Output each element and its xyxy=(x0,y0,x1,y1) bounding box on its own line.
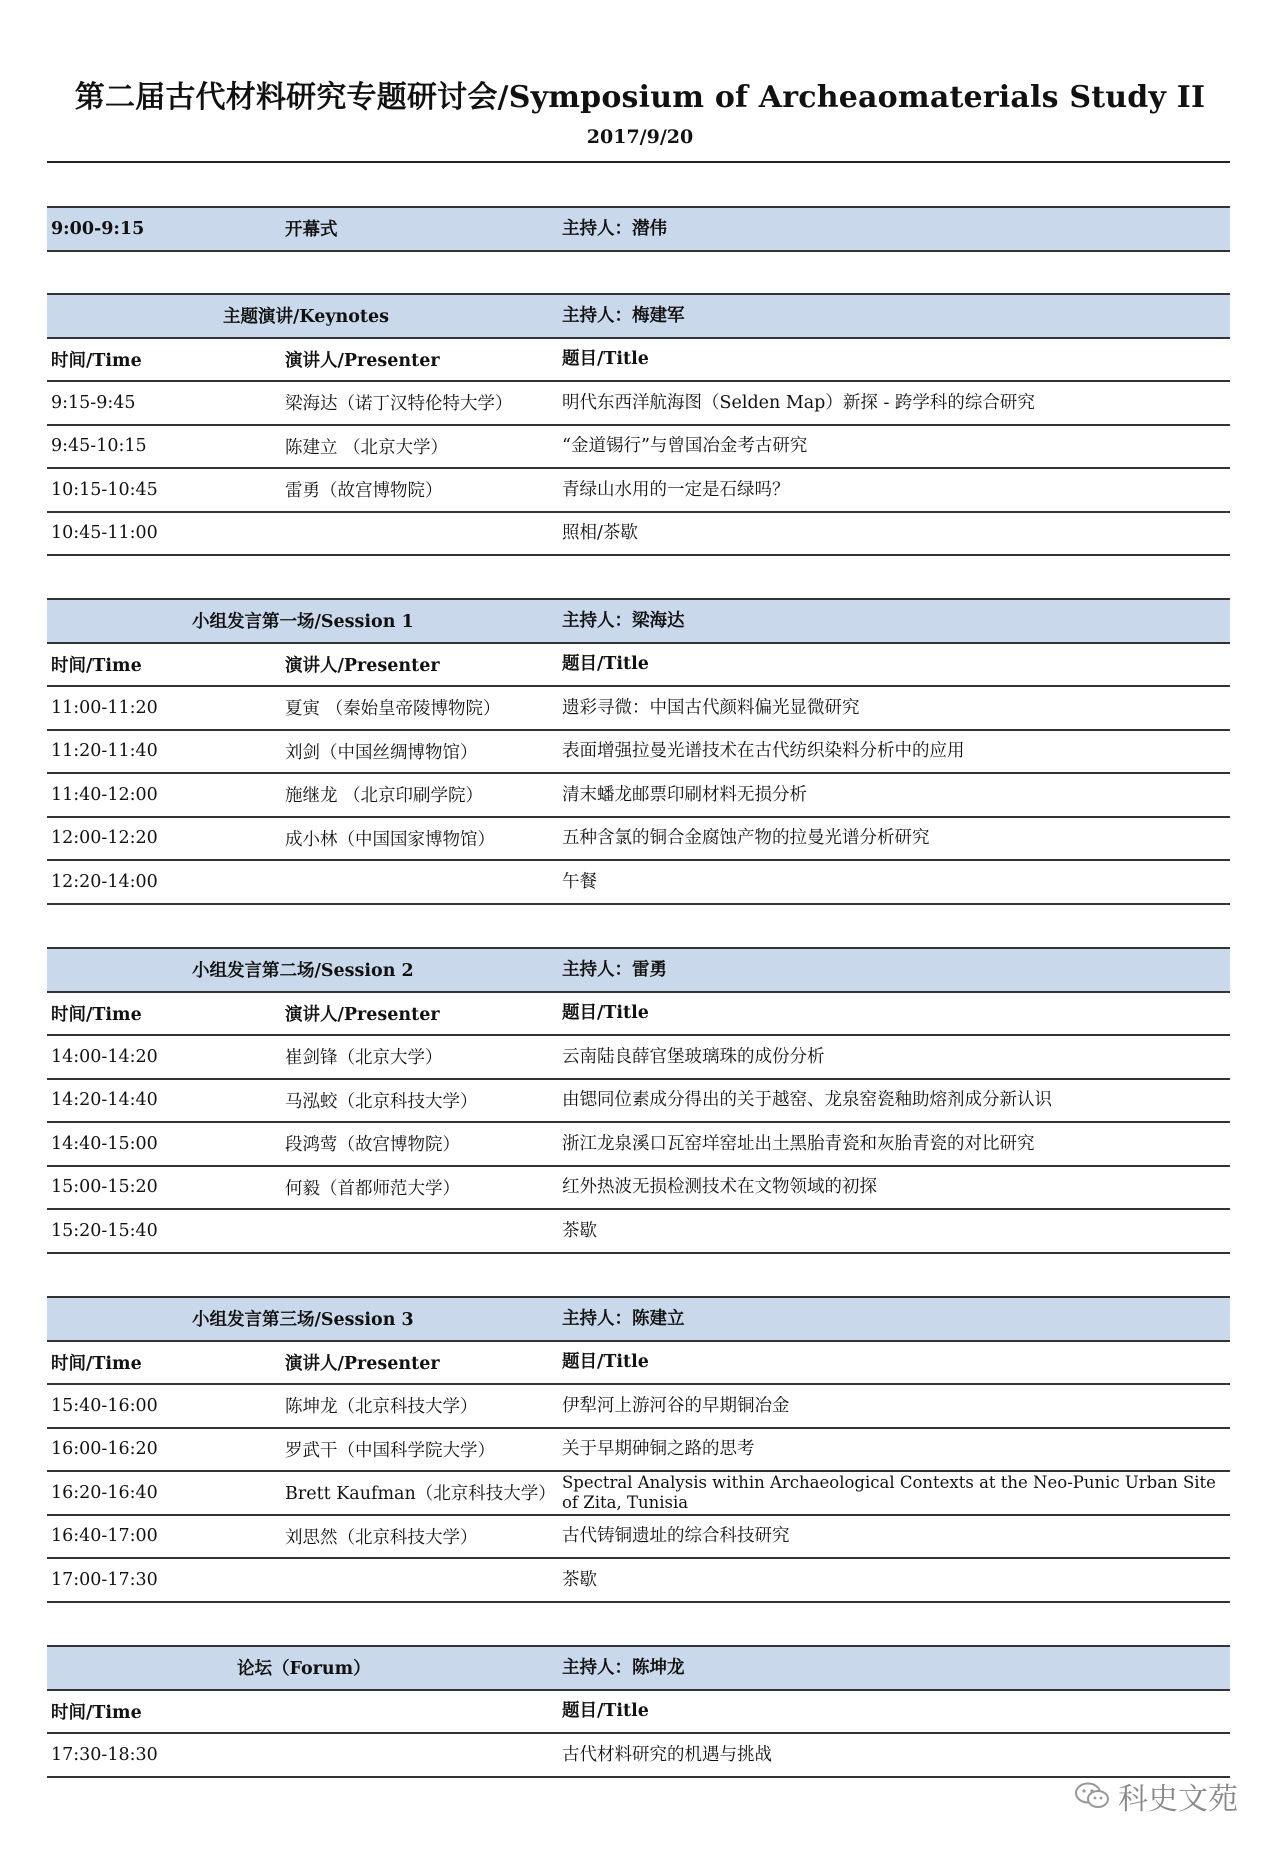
row-time: 17:00-17:30 xyxy=(51,1569,158,1590)
row-time: 10:45-11:00 xyxy=(51,523,158,544)
table-row xyxy=(47,469,1230,513)
row-time: 9:15-9:45 xyxy=(51,392,136,413)
row-presenter: 刘思然（北京科技大学） xyxy=(285,1527,478,1548)
row-time: 14:40-15:00 xyxy=(51,1133,158,1154)
row-title: 午餐 xyxy=(562,871,597,892)
col-time: 时间/Time xyxy=(51,655,142,676)
session3-host: 主持人：陈建立 xyxy=(562,1308,685,1329)
col-title: 题目/Title xyxy=(562,349,649,370)
column-header-row xyxy=(47,1342,1230,1386)
row-presenter: 段鸿莺（故宫博物院） xyxy=(285,1135,460,1156)
row-title: 红外热波无损检测技术在文物领域的初探 xyxy=(562,1177,877,1198)
session2-label: 小组发言第二场/Session 2 xyxy=(192,961,414,982)
opening-host: 主持人：潜伟 xyxy=(562,218,667,239)
table-row xyxy=(47,731,1230,775)
watermark xyxy=(1074,1774,1238,1818)
col-time: 时间/Time xyxy=(51,1004,142,1025)
col-time: 时间/Time xyxy=(51,1702,142,1723)
row-presenter: 崔剑锋（北京大学） xyxy=(285,1048,443,1069)
col-title: 题目/Title xyxy=(562,1352,649,1373)
keynotes-block xyxy=(47,293,1230,556)
row-presenter: 陈建立 （北京大学） xyxy=(285,437,449,458)
row-presenter: 施继龙 （北京印刷学院） xyxy=(285,786,484,807)
row-time: 16:20-16:40 xyxy=(51,1482,158,1503)
table-row xyxy=(47,687,1230,731)
row-title: “金道锡行”与曾国冶金考古研究 xyxy=(562,436,808,457)
row-presenter: 梁海达（诺丁汉特伦特大学） xyxy=(285,394,513,415)
keynotes-label: 主题演讲/Keynotes xyxy=(223,307,389,328)
row-title: 伊犁河上游河谷的早期铜冶金 xyxy=(562,1395,790,1416)
col-presenter: 演讲人/Presenter xyxy=(285,1353,440,1374)
col-time: 时间/Time xyxy=(51,350,142,371)
opening-block xyxy=(47,206,1230,252)
row-time: 17:30-18:30 xyxy=(51,1744,158,1765)
table-row xyxy=(47,1167,1230,1211)
table-row xyxy=(47,513,1230,557)
table-row xyxy=(47,1516,1230,1560)
row-title: 古代材料研究的机遇与挑战 xyxy=(562,1744,772,1765)
row-presenter: 马泓蛟（北京科技大学） xyxy=(285,1091,478,1112)
session2-block xyxy=(47,947,1230,1254)
column-header-row xyxy=(47,1691,1230,1735)
row-presenter: Brett Kaufman（北京科技大学） xyxy=(285,1484,556,1505)
row-presenter: 罗武干（中国科学院大学） xyxy=(285,1440,495,1461)
row-title: 五种含氯的铜合金腐蚀产物的拉曼光谱分析研究 xyxy=(562,828,930,849)
page-title: 第二届古代材料研究专题研讨会/Symposium of Archeaomaterials Study II xyxy=(74,80,1206,115)
forum-host: 主持人：陈坤龙 xyxy=(562,1657,685,1678)
row-time: 14:20-14:40 xyxy=(51,1090,158,1111)
row-title: 关于早期砷铜之路的思考 xyxy=(562,1439,755,1460)
row-time: 15:40-16:00 xyxy=(51,1395,158,1416)
column-header-row xyxy=(47,644,1230,688)
row-time: 11:00-11:20 xyxy=(51,697,158,718)
table-row xyxy=(47,1210,1230,1254)
table-row xyxy=(47,1559,1230,1603)
row-presenter: 夏寅 （秦始皇帝陵博物院） xyxy=(285,699,501,720)
table-row xyxy=(47,1036,1230,1080)
forum-header xyxy=(47,1645,1230,1691)
keynotes-host: 主持人：梅建军 xyxy=(562,305,685,326)
opening-label: 开幕式 xyxy=(285,220,338,241)
table-row xyxy=(47,426,1230,470)
row-title: 明代东西洋航海图（Selden Map）新探 - 跨学科的综合研究 xyxy=(562,392,1035,413)
table-row xyxy=(47,1123,1230,1167)
row-title: 照相/茶歇 xyxy=(562,523,638,544)
row-title: Spectral Analysis within Archaeological Contexts at the Neo-Punic Urban Site of Zita, Tunisia xyxy=(562,1472,1216,1512)
table-row xyxy=(47,1472,1230,1516)
row-time: 12:00-12:20 xyxy=(51,828,158,849)
page-date: 2017/9/20 xyxy=(586,126,694,148)
opening-row xyxy=(47,206,1230,252)
session3-label: 小组发言第三场/Session 3 xyxy=(192,1310,414,1331)
table-row xyxy=(47,818,1230,862)
row-title: 青绿山水用的一定是石绿吗？ xyxy=(562,479,790,500)
col-title: 题目/Title xyxy=(562,1003,649,1024)
row-time: 10:15-10:45 xyxy=(51,479,158,500)
session3-block xyxy=(47,1296,1230,1603)
table-row xyxy=(47,382,1230,426)
col-title: 题目/Title xyxy=(562,654,649,675)
row-time: 15:00-15:20 xyxy=(51,1177,158,1198)
row-time: 11:20-11:40 xyxy=(51,741,158,762)
row-time: 9:45-10:15 xyxy=(51,436,147,457)
session2-host: 主持人：雷勇 xyxy=(562,959,667,980)
row-title: 遗彩寻微：中国古代颜料偏光显微研究 xyxy=(562,697,860,718)
keynotes-header xyxy=(47,293,1230,339)
table-row xyxy=(47,1734,1230,1778)
session2-header xyxy=(47,947,1230,993)
row-presenter: 何毅（首都师范大学） xyxy=(285,1178,460,1199)
col-presenter: 演讲人/Presenter xyxy=(285,1004,440,1025)
title-divider xyxy=(47,161,1230,163)
header xyxy=(0,72,1280,148)
session1-label: 小组发言第一场/Session 1 xyxy=(192,612,414,633)
forum-label: 论坛（Forum） xyxy=(237,1659,371,1680)
row-time: 14:00-14:20 xyxy=(51,1046,158,1067)
row-presenter: 刘剑（中国丝绸博物馆） xyxy=(285,742,478,763)
session1-host: 主持人：梁海达 xyxy=(562,610,685,631)
col-time: 时间/Time xyxy=(51,1353,142,1374)
row-presenter: 雷勇（故宫博物院） xyxy=(285,481,443,502)
row-presenter: 成小林（中国国家博物馆） xyxy=(285,829,495,850)
col-title: 题目/Title xyxy=(562,1701,649,1722)
table-row xyxy=(47,1429,1230,1473)
table-row xyxy=(47,1385,1230,1429)
row-title: 清末蟠龙邮票印刷材料无损分析 xyxy=(562,784,807,805)
wechat-icon xyxy=(1074,1781,1110,1811)
watermark-text: 科史文苑 xyxy=(1118,1782,1238,1817)
table-row xyxy=(47,861,1230,905)
col-presenter: 演讲人/Presenter xyxy=(285,655,440,676)
row-title: 由锶同位素成分得出的关于越窑、龙泉窑瓷釉助熔剂成分新认识 xyxy=(562,1090,1052,1111)
row-time: 16:40-17:00 xyxy=(51,1526,158,1547)
session3-header xyxy=(47,1296,1230,1342)
row-title: 茶歇 xyxy=(562,1569,597,1590)
opening-time: 9:00-9:15 xyxy=(51,218,145,239)
row-title: 古代铸铜遗址的综合科技研究 xyxy=(562,1526,790,1547)
row-title: 云南陆良薛官堡玻璃珠的成份分析 xyxy=(562,1046,825,1067)
row-title: 茶歇 xyxy=(562,1220,597,1241)
row-time: 11:40-12:00 xyxy=(51,784,158,805)
row-title: 表面增强拉曼光谱技术在古代纺织染料分析中的应用 xyxy=(562,741,965,762)
session1-block xyxy=(47,598,1230,905)
table-row xyxy=(47,774,1230,818)
table-row xyxy=(47,1080,1230,1124)
row-time: 16:00-16:20 xyxy=(51,1439,158,1460)
row-time: 12:20-14:00 xyxy=(51,871,158,892)
forum-block xyxy=(47,1645,1230,1778)
column-header-row xyxy=(47,993,1230,1037)
row-presenter: 陈坤龙（北京科技大学） xyxy=(285,1397,478,1418)
row-time: 15:20-15:40 xyxy=(51,1220,158,1241)
column-header-row xyxy=(47,339,1230,383)
col-presenter: 演讲人/Presenter xyxy=(285,350,440,371)
row-title: 浙江龙泉溪口瓦窑垟窑址出土黑胎青瓷和灰胎青瓷的对比研究 xyxy=(562,1133,1035,1154)
session1-header xyxy=(47,598,1230,644)
